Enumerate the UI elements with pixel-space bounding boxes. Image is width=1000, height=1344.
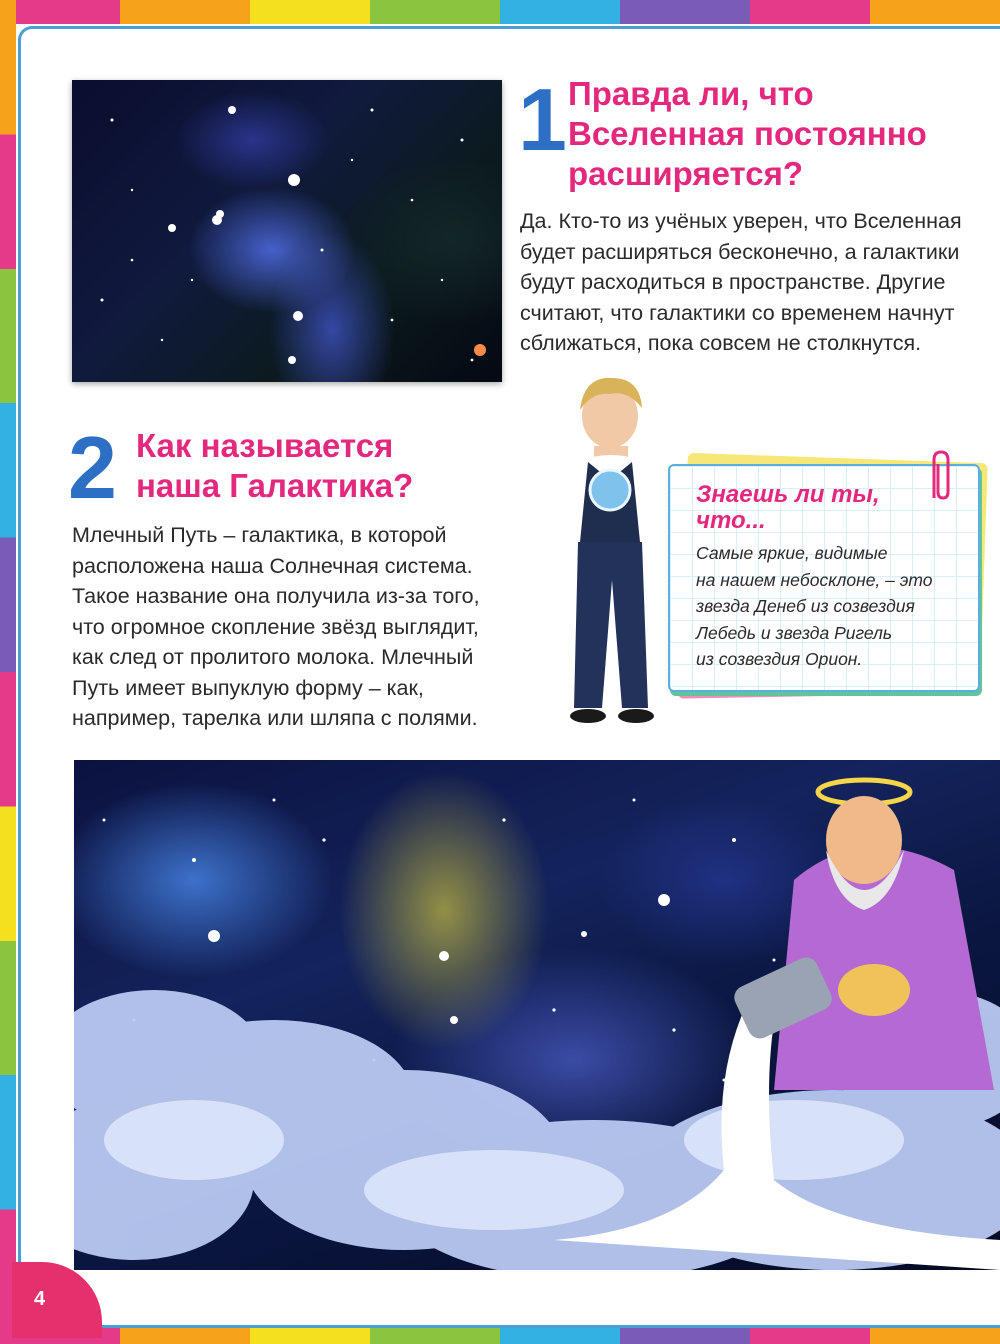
section2-title: Как называется наша Галактика? xyxy=(136,427,414,504)
did-you-know-card xyxy=(668,464,984,698)
boy-with-globe-illustration xyxy=(548,370,678,742)
note-title: Знаешь ли ты, что... xyxy=(696,481,880,534)
section1-text: Да. Кто-то из учёных уверен, что Вселенная будет расширяться бесконечно, а галактики будут расходиться в пространстве. Другие считают, что галактики со временем начнут сближаться, пока совсем не столкнутся. xyxy=(520,209,962,355)
note-text: Самые яркие, видимые на нашем небосклоне, – это звезда Денеб из созвездия Лебедь и звезда Ригель из созвездия Орион. xyxy=(696,543,933,669)
section2-number: 2 xyxy=(68,418,117,517)
milky-way-illustration xyxy=(74,760,1000,1270)
nebula-photo xyxy=(72,80,502,382)
section1-number: 1 xyxy=(518,70,567,169)
page-number: 4 xyxy=(34,1288,46,1310)
section1-title: Правда ли, что Вселенная постоянно расширяется? xyxy=(568,75,927,192)
section2-text: Млечный Путь – галактика, в которой расположена наша Солнечная система. Такое название она получила из-за того, что огромное скопление звёзд выглядит, как след от пролитого молока. Млечный Путь имеет выпуклую форму – как, например, тарелка или шляпа с полями. xyxy=(72,523,480,730)
